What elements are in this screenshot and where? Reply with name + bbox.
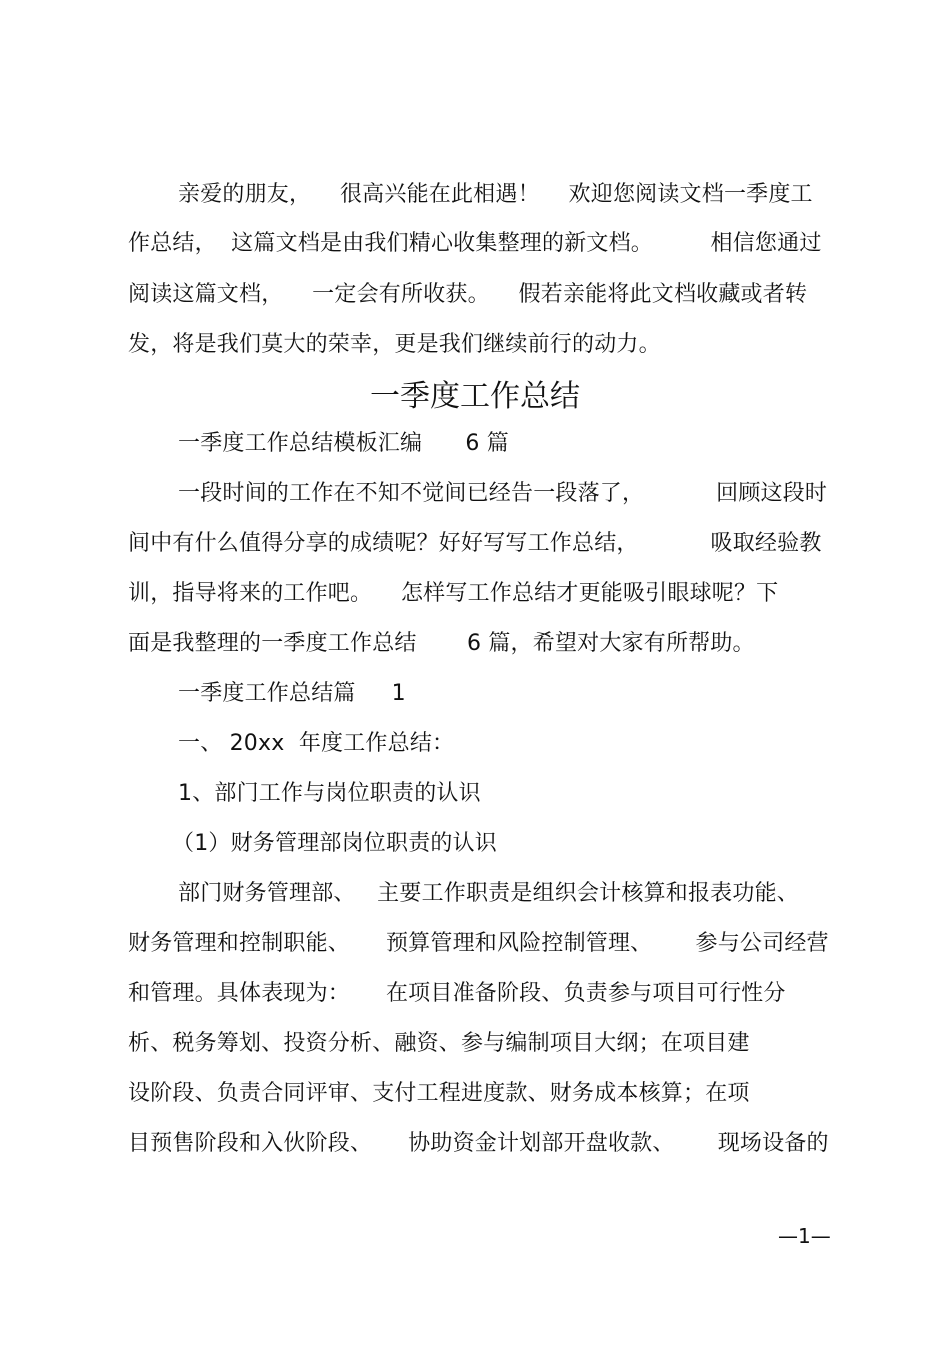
- page-number: —1—: [778, 1224, 831, 1248]
- section-heading: 一、 20xx 年度工作总结：: [178, 731, 455, 756]
- section-heading: 一季度工作总结篇 1: [178, 681, 406, 706]
- section-heading: 1、部门工作与岗位职责的认识: [178, 781, 481, 806]
- paragraph-line: 析、税务筹划、投资分析、融资、参与编制项目大纲；在项目建: [128, 1031, 750, 1056]
- paragraph-line: 一段时间的工作在不知不觉间已经告一段落了， 回顾这段时: [178, 481, 828, 506]
- paragraph-line: 部门财务管理部、 主要工作职责是组织会计核算和报表功能、: [178, 881, 799, 906]
- paragraph-line: 财务管理和控制职能、 预算管理和风险控制管理、 参与公司经营: [128, 931, 829, 956]
- document-title: 一季度工作总结: [370, 379, 580, 414]
- intro-line-3: 阅读这篇文档， 一定会有所收获。 假若亲能将此文档收藏或者转: [128, 282, 808, 307]
- intro-line-1: 亲爱的朋友， 很高兴能在此相遇！ 欢迎您阅读文档一季度工: [178, 182, 813, 207]
- intro-line-4: 发，将是我们莫大的荣幸，更是我们继续前行的动力。: [128, 332, 661, 357]
- paragraph-line: 间中有什么值得分享的成绩呢？好好写写工作总结， 吸取经验教: [128, 531, 822, 556]
- section-heading: （1）财务管理部岗位职责的认识: [172, 831, 497, 856]
- paragraph-line: 设阶段、负责合同评审、支付工程进度款、财务成本核算；在项: [128, 1081, 750, 1106]
- subtitle-line: 一季度工作总结模板汇编 6 篇: [178, 431, 509, 456]
- paragraph-line: 和管理。具体表现为： 在项目准备阶段、负责参与项目可行性分: [128, 981, 786, 1006]
- paragraph-line: 目预售阶段和入伙阶段、 协助资金计划部开盘收款、 现场设备的: [128, 1131, 829, 1156]
- paragraph-line: 训，指导将来的工作吧。 怎样写工作总结才更能吸引眼球呢？下: [128, 581, 779, 606]
- intro-line-2: 作总结， 这篇文档是由我们精心收集整理的新文档。 相信您通过: [128, 231, 822, 256]
- paragraph-line: 面是我整理的一季度工作总结 6 篇，希望对大家有所帮助。: [128, 631, 755, 656]
